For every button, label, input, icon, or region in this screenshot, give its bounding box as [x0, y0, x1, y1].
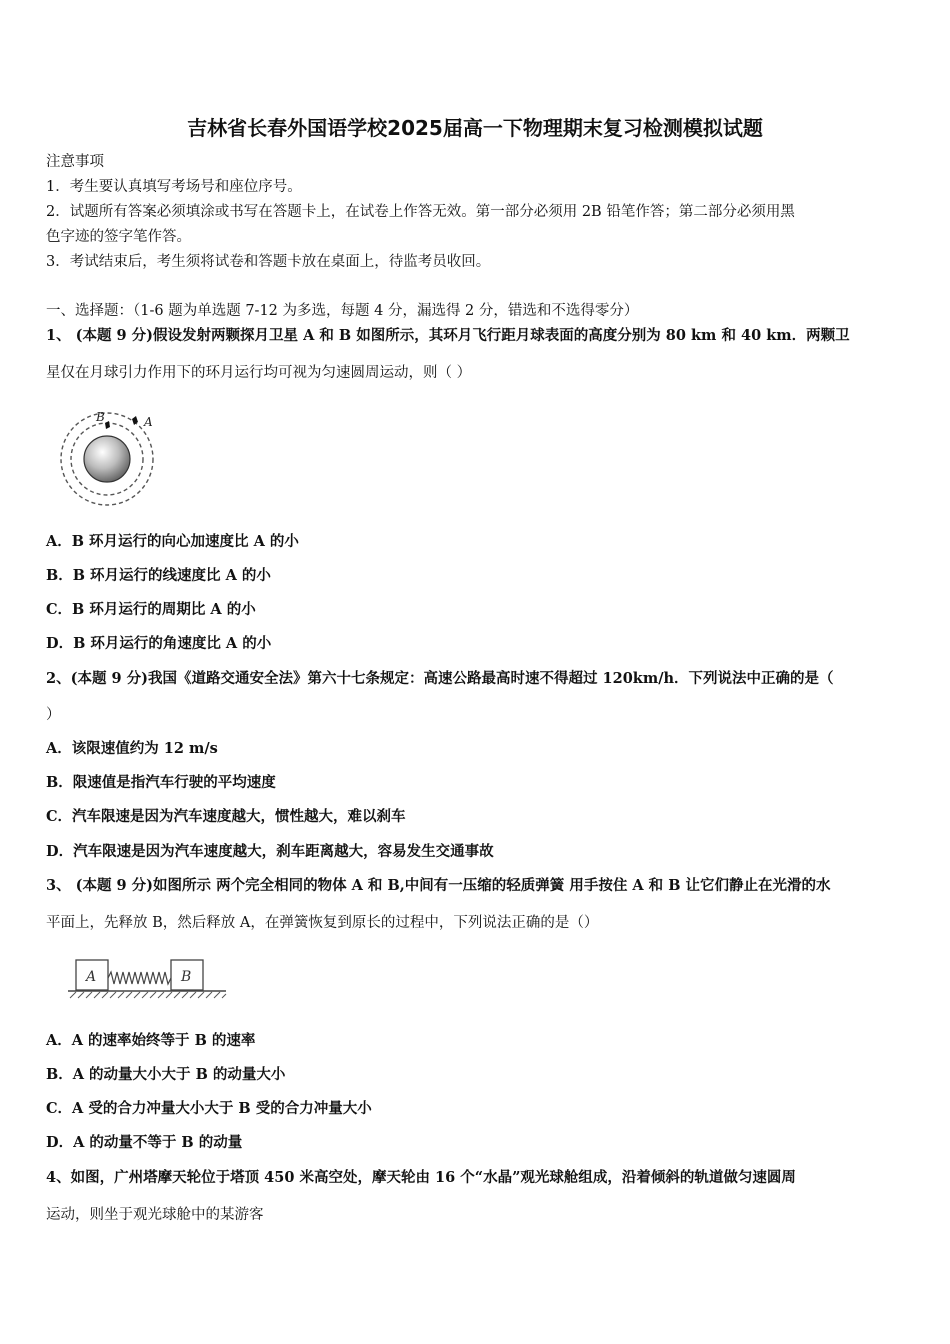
- q1-option-b[interactable]: B．B 环月运行的线速度比 A 的小: [46, 567, 271, 584]
- q3-option-a[interactable]: A．A 的速率始终等于 B 的速率: [46, 1032, 256, 1049]
- section-heading: 一、选择题：（1-6 题为单选题 7-12 为多选，每题 4 分，漏选得 2 分，错选和不选得零分）: [46, 303, 639, 319]
- q1-option-c[interactable]: C．B 环月运行的周期比 A 的小: [46, 601, 256, 618]
- q2-option-b[interactable]: B．限速值是指汽车行驶的平均速度: [46, 774, 276, 791]
- spring: [108, 972, 171, 984]
- q2-stem-line2: ）: [46, 707, 61, 723]
- q3-spring-figure: [66, 954, 228, 1002]
- q3-stem-line2: 平面上，先释放 B，然后释放 A，在弹簧恢复到原长的过程中，下列说法正确的是（）: [46, 915, 599, 931]
- q1-orbit-figure: [52, 405, 162, 513]
- q1-option-a[interactable]: A．B 环月运行的向心加速度比 A 的小: [46, 533, 299, 550]
- q2-option-a[interactable]: A．该限速值约为 12 m/s: [46, 740, 218, 757]
- q2-stem-line1: 2、(本题 9 分)我国《道路交通安全法》第六十七条规定：高速公路最高时速不得超过 120km/h．下列说法中正确的是（: [46, 670, 834, 687]
- q3-stem-line1: 3、 (本题 9 分)如图所示 两个完全相同的物体 A 和 B,中间有一压缩的轻质弹簧 用手按住 A 和 B 让它们静止在光滑的水: [46, 877, 831, 894]
- satellite-b: [105, 421, 110, 429]
- q4-stem-line2: 运动，则坐于观光球舱中的某游客: [46, 1207, 264, 1223]
- q3-option-d[interactable]: D．A 的动量不等于 B 的动量: [46, 1134, 243, 1151]
- q1-option-d[interactable]: D．B 环月运行的角速度比 A 的小: [46, 635, 272, 652]
- label-a: A: [144, 415, 153, 429]
- label-b: B: [96, 410, 105, 424]
- q1-stem-line1: 1、 (本题 9 分)假设发射两颗探月卫星 A 和 B 如图所示，其环月飞行距月球表面的高度分别为 80 km 和 40 km．两颗卫: [46, 327, 850, 344]
- q3-option-c[interactable]: C．A 受的合力冲量大小大于 B 受的合力冲量大小: [46, 1100, 372, 1117]
- document-title: 吉林省长春外国语学校2025届高一下物理期末复习检测模拟试题: [187, 116, 763, 140]
- q1-stem-line2: 星仅在月球引力作用下的环月运行均可视为匀速圆周运动，则（ ）: [46, 365, 472, 381]
- q2-option-c[interactable]: C．汽车限速是因为汽车速度越大，惯性越大，难以刹车: [46, 808, 406, 825]
- q4-stem-line1: 4、如图，广州塔摩天轮位于塔顶 450 米高空处，摩天轮由 16 个“水晶”观光球舱组成，沿着倾斜的轨道做匀速圆周: [46, 1169, 796, 1186]
- notice-item-2-cont: 色字迹的签字笔作答。: [46, 229, 191, 245]
- moon: [84, 436, 130, 482]
- notice-item-3: 3．考试结束后，考生须将试卷和答题卡放在桌面上，待监考员收回。: [46, 254, 491, 270]
- notice-item-1: 1．考生要认真填写考场号和座位序号。: [46, 179, 302, 195]
- q3-option-b[interactable]: B．A 的动量大小大于 B 的动量大小: [46, 1066, 286, 1083]
- ground-hatch: [70, 992, 226, 998]
- notice-item-2: 2．试题所有答案必须填涂或书写在答题卡上，在试卷上作答无效。第一部分必须用 2B 铅笔作答；第二部分必须用黑: [46, 204, 795, 220]
- block-a-label: A: [86, 969, 97, 985]
- notice-heading: 注意事项: [46, 154, 104, 170]
- q2-option-d[interactable]: D．汽车限速是因为汽车速度越大，刹车距离越大，容易发生交通事故: [46, 843, 494, 860]
- block-b-label: B: [181, 969, 192, 985]
